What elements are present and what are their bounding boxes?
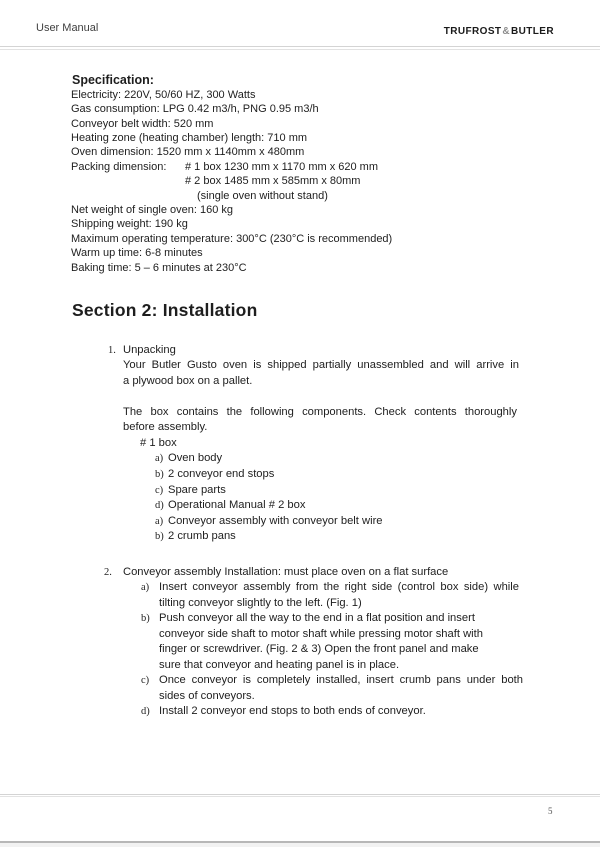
spec-line: Oven dimension: 1520 mm x 1140mm x 480mm xyxy=(71,146,305,158)
list-marker: a) xyxy=(141,582,150,593)
spec-line: Net weight of single oven: 160 kg xyxy=(71,204,234,216)
list-marker: b) xyxy=(155,469,164,480)
body-text-line: Spare parts xyxy=(168,484,226,496)
header-rule-secondary xyxy=(0,49,600,50)
list-marker: b) xyxy=(141,613,150,624)
body-text-line: Operational Manual # 2 box xyxy=(168,499,306,511)
body-text-line: before assembly. xyxy=(123,421,208,433)
spec-heading: Specification: xyxy=(72,73,154,87)
body-text-line: Conveyor assembly Installation: must place oven on a flat surface xyxy=(123,566,449,578)
list-marker: d) xyxy=(141,706,150,717)
spec-line: # 2 box 1485 mm x 585mm x 80mm xyxy=(185,175,361,187)
body-text-line: Install 2 conveyor end stops to both ends of conveyor. xyxy=(159,705,426,717)
body-text-line: Conveyor assembly with conveyor belt wire xyxy=(168,515,383,527)
body-text-line: 2 crumb pans xyxy=(168,530,236,542)
body-text-line: tilting conveyor slightly to the left. (Fig. 1) xyxy=(159,597,362,609)
spec-line: # 1 box 1230 mm x 1170 mm x 620 mm xyxy=(185,161,378,173)
list-marker: d) xyxy=(155,500,164,511)
brand-part-trufrost: TRUFROST xyxy=(443,26,502,37)
body-text-line: Unpacking xyxy=(123,344,176,356)
body-text-line: finger or screwdriver. (Fig. 2 & 3) Open the front panel and make xyxy=(159,643,479,655)
body-text-line: The box contains the following components. Check contents thoroughly xyxy=(123,406,517,418)
header-left-text: User Manual xyxy=(36,22,99,34)
body-text-line: Your Butler Gusto oven is shipped partially unassembled and will arrive in xyxy=(123,359,519,371)
spec-line: Packing dimension: xyxy=(71,161,167,173)
brand-ampersand: & xyxy=(502,26,511,37)
list-marker: a) xyxy=(155,516,164,527)
footer-rule xyxy=(0,794,600,795)
spec-line: Gas consumption: LPG 0.42 m3/h, PNG 0.95 m3/h xyxy=(71,103,319,115)
spec-line: Maximum operating temperature: 300°C (230°C is recommended) xyxy=(71,233,393,245)
list-marker: c) xyxy=(141,675,150,686)
page-bottom-edge xyxy=(0,841,600,843)
spec-line: Electricity: 220V, 50/60 HZ, 300 Watts xyxy=(71,89,256,101)
section-heading: Section 2: Installation xyxy=(72,300,258,320)
list-marker: a) xyxy=(155,453,164,464)
body-text-line: conveyor side shaft to motor shaft while pressing motor shaft with xyxy=(159,628,483,640)
body-text-line: Insert conveyor assembly from the right side (control box side) while xyxy=(159,581,519,593)
spec-line: Conveyor belt width: 520 mm xyxy=(71,118,214,130)
brand-logo xyxy=(444,26,554,37)
body-text-line: Push conveyor all the way to the end in a flat position and insert xyxy=(159,612,475,624)
list-marker: b) xyxy=(155,531,164,542)
body-text-line: sides of conveyors. xyxy=(159,690,255,702)
brand-part-butler: BUTLER xyxy=(511,26,554,37)
spec-line: (single oven without stand) xyxy=(197,190,328,202)
body-text-line: sure that conveyor and heating panel is in place. xyxy=(159,659,400,671)
spec-line: Baking time: 5 – 6 minutes at 230°C xyxy=(71,262,247,274)
spec-line: Shipping weight: 190 kg xyxy=(71,218,188,230)
footer-rule-secondary xyxy=(0,796,600,797)
list-marker: c) xyxy=(155,485,164,496)
body-text-line: a plywood box on a pallet. xyxy=(123,375,253,387)
body-text-line: # 1 box xyxy=(140,437,177,449)
header-rule xyxy=(0,46,600,47)
page-number: 5 xyxy=(548,806,553,816)
body-text-line: 2 conveyor end stops xyxy=(168,468,275,480)
spec-line: Warm up time: 6-8 minutes xyxy=(71,247,203,259)
list-marker: 2. xyxy=(104,567,112,578)
body-text-line: Oven body xyxy=(168,452,223,464)
list-marker: 1. xyxy=(108,345,116,356)
body-text-line: Once conveyor is completely installed, insert crumb pans under both xyxy=(159,674,523,686)
spec-line: Heating zone (heating chamber) length: 710 mm xyxy=(71,132,308,144)
